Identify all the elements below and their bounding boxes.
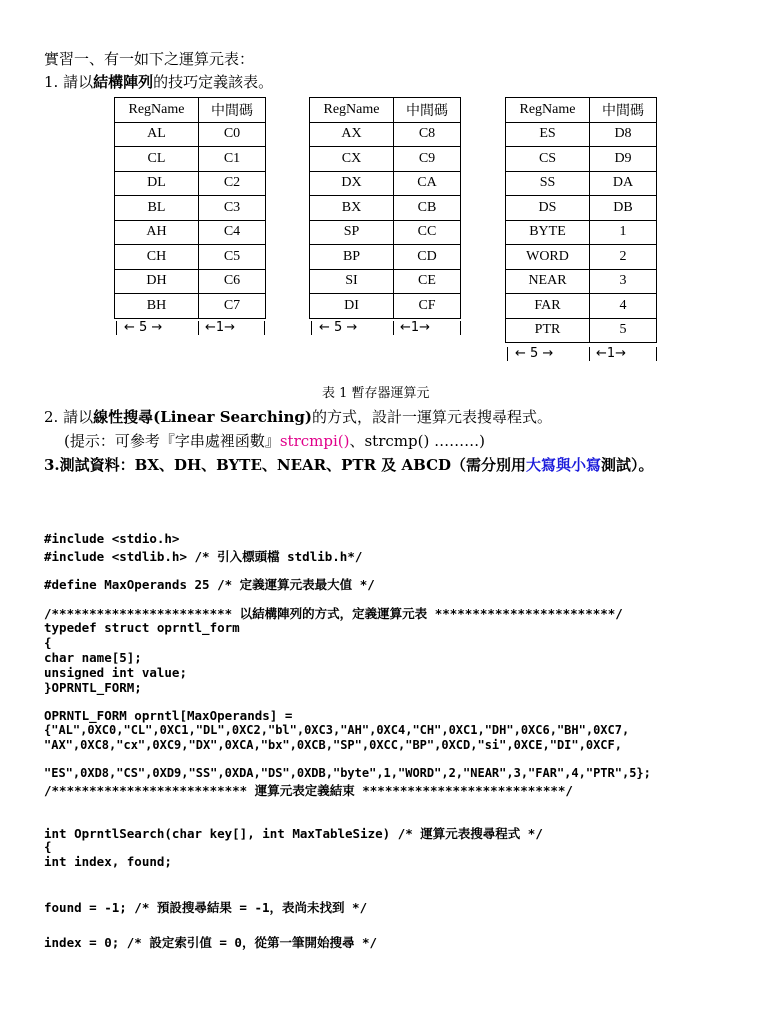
table-row [506, 294, 657, 319]
code-line: char name[5]; [44, 650, 142, 665]
code-line: #include <stdio.h> [44, 531, 180, 546]
register-name-cell: DX [310, 171, 394, 196]
table-row [310, 269, 461, 294]
register-name-cell: SI [310, 269, 394, 294]
register-name-cell: SS [506, 171, 590, 196]
intermediate-code-cell: CB [394, 196, 461, 221]
table-row [115, 294, 266, 319]
intermediate-code-cell: C3 [199, 196, 266, 221]
intermediate-code-cell: D9 [590, 147, 657, 172]
intermediate-code-cell: CF [394, 294, 461, 319]
register-name-cell: BP [310, 245, 394, 270]
table-header-row [310, 98, 461, 123]
hint-strcmpi: strcmpi() [279, 432, 350, 450]
table-row [506, 171, 657, 196]
table-row [115, 245, 266, 270]
register-name-cell: SP [310, 220, 394, 245]
hint-suffix: 、strcmp() ………) [349, 432, 485, 450]
task-1 [44, 71, 273, 92]
intermediate-code-cell: 3 [590, 269, 657, 294]
table-header-row [115, 98, 266, 123]
header-code: 中間碼 [394, 98, 461, 123]
code-line: { [44, 635, 52, 650]
code-line: int index, found; [44, 854, 172, 869]
table-row [115, 122, 266, 147]
register-name-cell: AH [115, 220, 199, 245]
code-line: "ES",0XD8,"CS",0XD9,"SS",0XDA,"DS",0XDB,"byte",1,"WORD",2,"NEAR",3,"FAR",4,"PTR",5}; [44, 766, 651, 780]
table-row [506, 122, 657, 147]
code-line: {"AL",0XC0,"CL",0XC1,"DL",0XC2,"bl",0XC3,"AH",0XC4,"CH",0XC1,"DH",0XC6,"BH",0XC7, [44, 723, 630, 737]
hint [64, 430, 485, 451]
task-3 [44, 454, 654, 475]
header-regname: RegName [115, 98, 199, 123]
table-row [310, 220, 461, 245]
name-width-marker-3: ← 5 → [515, 346, 554, 361]
intermediate-code-cell: C1 [199, 147, 266, 172]
intermediate-code-cell: 4 [590, 294, 657, 319]
exercise-title: 實習一、有一如下之運算元表： [44, 50, 255, 68]
header-regname: RegName [310, 98, 394, 123]
task-2 [44, 406, 552, 427]
intermediate-code-cell: CE [394, 269, 461, 294]
task-3-suffix: 測試）。 [601, 456, 654, 474]
task-1-prefix: 1. 請以 [44, 73, 94, 91]
code-line: OPRNTL_FORM oprntl[MaxOperands] = [44, 708, 293, 723]
task-2-bold: 線性搜尋(Linear Searching) [93, 408, 312, 426]
task-1-suffix: 的技巧定義該表。 [153, 73, 274, 91]
hint-prefix: (提示：可參考『字串處裡函數』 [64, 432, 280, 450]
code-line: unsigned int value; [44, 665, 187, 680]
register-name-cell: WORD [506, 245, 590, 270]
intermediate-code-cell: CD [394, 245, 461, 270]
table-row [506, 318, 657, 343]
code-line: { [44, 839, 52, 854]
intermediate-code-cell: C6 [199, 269, 266, 294]
code-line: }OPRNTL_FORM; [44, 680, 142, 695]
intermediate-code-cell: 1 [590, 220, 657, 245]
intermediate-code-cell: C0 [199, 122, 266, 147]
table-row [310, 147, 461, 172]
register-name-cell: CH [115, 245, 199, 270]
register-name-cell: AL [115, 122, 199, 147]
code-line: int OprntlSearch(char key[], int MaxTableSize) /* 運算元表搜尋程式 */ [44, 826, 543, 841]
code-line: #define MaxOperands 25 /* 定義運算元表最大值 */ [44, 577, 375, 592]
register-name-cell: BH [115, 294, 199, 319]
table-row [115, 269, 266, 294]
table-caption: 表 1 暫存器運算元 [322, 386, 430, 401]
intermediate-code-cell: C8 [394, 122, 461, 147]
table-row [506, 196, 657, 221]
intermediate-code-cell: CC [394, 220, 461, 245]
intermediate-code-cell: CA [394, 171, 461, 196]
task-2-suffix: 的方式，設計一運算元表搜尋程式。 [311, 408, 552, 426]
register-name-cell: NEAR [506, 269, 590, 294]
register-name-cell: DH [115, 269, 199, 294]
name-width-marker-2: ← 5 → [319, 320, 358, 335]
table-header-row [506, 98, 657, 123]
register-name-cell: FAR [506, 294, 590, 319]
table-row [506, 147, 657, 172]
table-row [310, 245, 461, 270]
register-name-cell: DI [310, 294, 394, 319]
code-line: "AX",0XC8,"cx",0XC9,"DX",0XCA,"bx",0XCB,"SP",0XCC,"BP",0XCD,"si",0XCE,"DI",0XCF, [44, 738, 622, 752]
code-line: typedef struct oprntl_form [44, 620, 240, 635]
intermediate-code-cell: C2 [199, 171, 266, 196]
table-row [310, 294, 461, 319]
intermediate-code-cell: C9 [394, 147, 461, 172]
intermediate-code-cell: C5 [199, 245, 266, 270]
code-line: /************************ 以結構陣列的方式，定義運算元表 ************************/ [44, 606, 623, 621]
code-width-marker-3: ←1→ [596, 346, 627, 361]
register-table-1 [114, 97, 266, 319]
register-name-cell: CS [506, 147, 590, 172]
register-name-cell: BX [310, 196, 394, 221]
task-3-prefix: 3.測試資料：BX、DH、BYTE、NEAR、PTR 及 ABCD（需分別用 [44, 456, 527, 474]
intermediate-code-cell: D8 [590, 122, 657, 147]
table-row [115, 220, 266, 245]
intermediate-code-cell: C4 [199, 220, 266, 245]
table-row [506, 269, 657, 294]
register-name-cell: ES [506, 122, 590, 147]
header-code: 中間碼 [199, 98, 266, 123]
register-table-3 [505, 97, 657, 343]
table-row [115, 171, 266, 196]
table-row [310, 171, 461, 196]
register-name-cell: CX [310, 147, 394, 172]
register-name-cell: PTR [506, 318, 590, 343]
intermediate-code-cell: 5 [590, 318, 657, 343]
table-row [115, 147, 266, 172]
code-line: index = 0; /* 設定索引值 = 0，從第一筆開始搜尋 */ [44, 935, 378, 950]
intermediate-code-cell: 2 [590, 245, 657, 270]
register-table-2 [309, 97, 461, 319]
code-width-marker-1: ←1→ [205, 320, 236, 335]
register-name-cell: BL [115, 196, 199, 221]
name-width-marker-1: ← 5 → [124, 320, 163, 335]
intermediate-code-cell: DB [590, 196, 657, 221]
header-code: 中間碼 [590, 98, 657, 123]
task-1-bold: 結構陣列 [93, 73, 154, 91]
intermediate-code-cell: C7 [199, 294, 266, 319]
task-2-prefix: 2. 請以 [44, 408, 94, 426]
register-name-cell: CL [115, 147, 199, 172]
table-row [506, 245, 657, 270]
intermediate-code-cell: DA [590, 171, 657, 196]
header-regname: RegName [506, 98, 590, 123]
table-row [115, 196, 266, 221]
table-row [310, 196, 461, 221]
table-row [310, 122, 461, 147]
register-name-cell: AX [310, 122, 394, 147]
code-width-marker-2: ←1→ [400, 320, 431, 335]
code-line: /************************** 運算元表定義結束 ***************************/ [44, 783, 573, 798]
register-name-cell: BYTE [506, 220, 590, 245]
table-row [506, 220, 657, 245]
code-line: #include <stdlib.h> /* 引入標頭檔 stdlib.h*/ [44, 549, 363, 564]
code-line: found = -1; /* 預設搜尋結果 = -1，表尚未找到 */ [44, 900, 368, 915]
register-name-cell: DL [115, 171, 199, 196]
task-3-highlight: 大寫與小寫 [526, 456, 602, 474]
register-name-cell: DS [506, 196, 590, 221]
